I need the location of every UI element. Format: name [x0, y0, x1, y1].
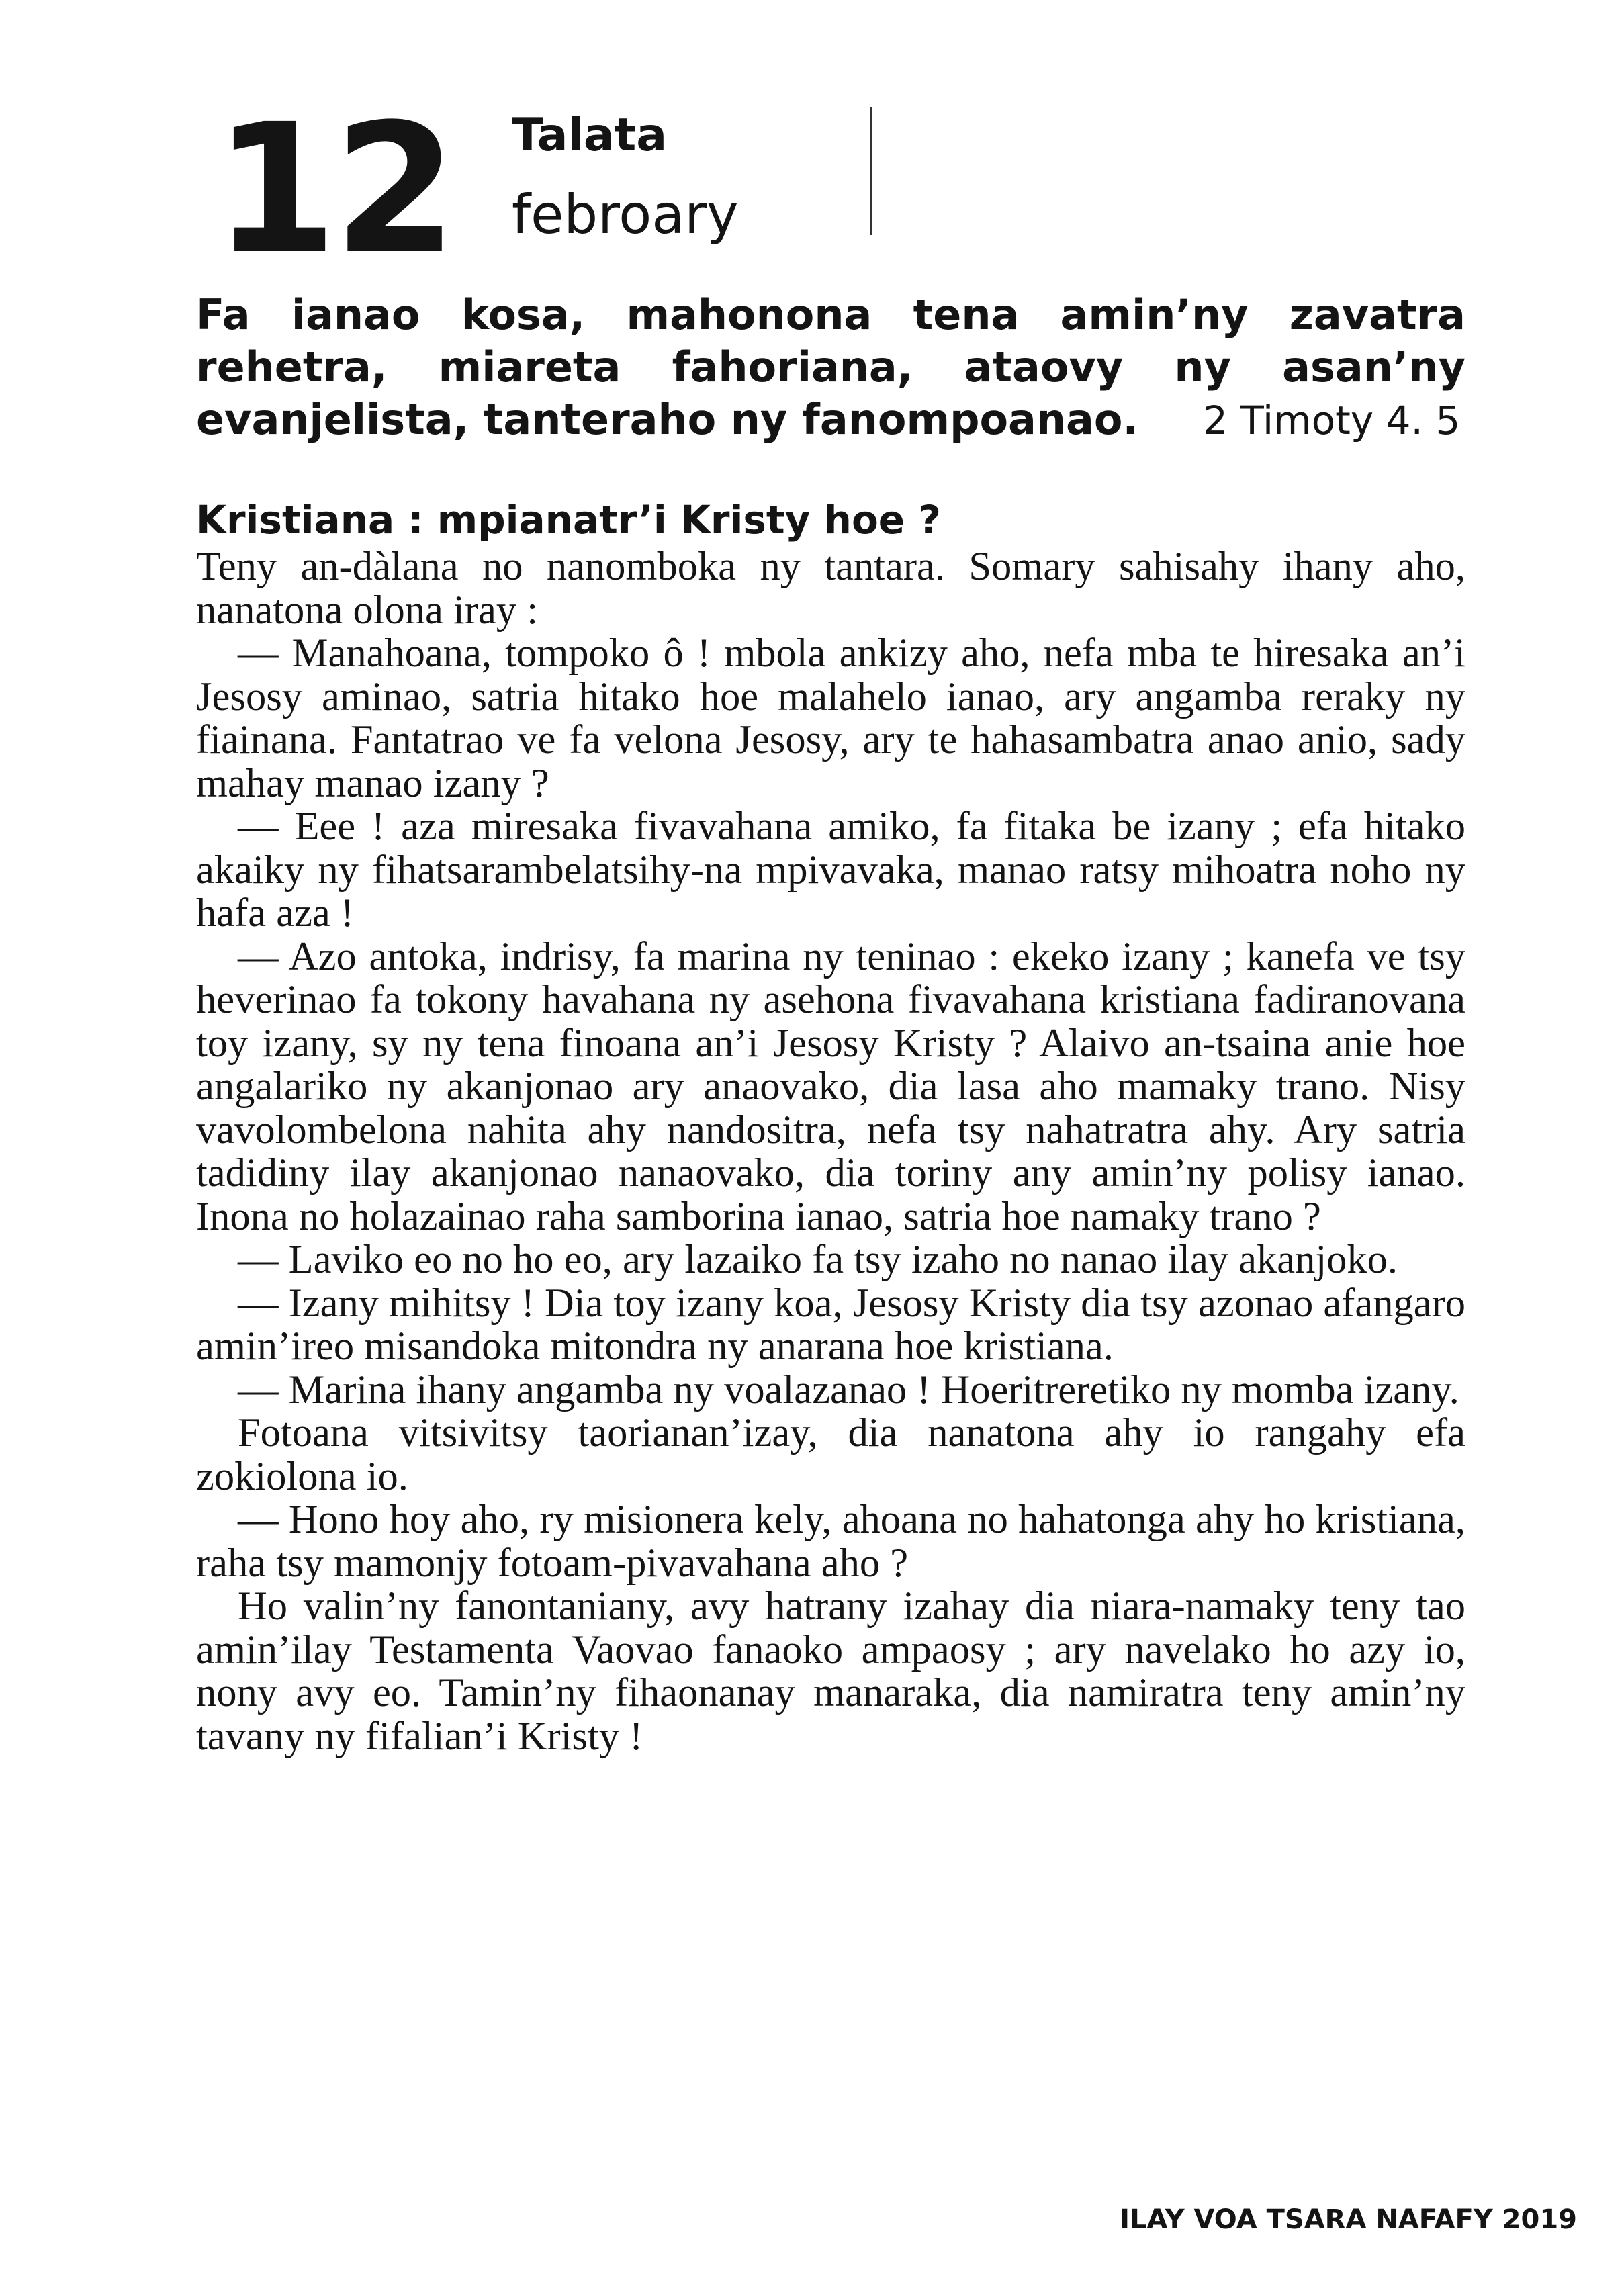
- paragraph: — Marina ihany angamba ny voalazanao ! Hoeritreretiko ny momba izany.: [238, 1367, 1459, 1412]
- article-title: Kristiana : mpianatr’i Kristy hoe ?: [196, 497, 941, 543]
- date-number: 12: [214, 86, 453, 293]
- paragraph: Ho valin’ny fanontaniany, avy hatrany izahay dia niara-namaky teny tao amin’ilay Testamenta Vaovao fanaoko ampaosy ; ary navelako ho azy io, nony avy eo. Tamin’ny fihaonanay manaraka, dia namiratra teny amin’ny tavany ny fifalian’i Kristy !: [196, 1584, 1465, 1759]
- publication-footer: ILAY VOA TSARA NAFAFY 2019: [1120, 2204, 1577, 2235]
- paragraph: — Azo antoka, indrisy, fa marina ny teninao : ekeko izany ; kanefa ve tsy heverinao fa tokony havahana ny asehona fivavahana kristiana fadiranovana toy izany, sy ny tena finoana an’i Jesosy Kristy ? Alaivo an-tsaina anie hoe angalariko ny akanjonao ary anaovako, dia lasa aho mamaky trano. Nisy vavolombelona nahita ahy nandositra, nefa tsy nahatratra ahy. Ary satria tadidiny ilay akanjonao nanaovako, dia toriny any amin’ny polisy ianao. Inona no holazainao raha samborina ianao, satria hoe namaky trano ?: [196, 934, 1465, 1239]
- article-body: [196, 545, 1465, 1758]
- month: febroary: [512, 183, 739, 246]
- paragraph: — Laviko eo no ho eo, ary lazaiko fa tsy izaho no nanao ilay akanjoko.: [238, 1237, 1398, 1282]
- header-divider: [870, 107, 872, 235]
- paragraph: Teny an-dàlana no nanomboka ny tantara. Somary sahisahy ihany aho, nanatona olona iray :: [196, 544, 1465, 633]
- paragraph: Fotoana vitsivitsy taorianan’izay, dia nanatona ahy io rangahy efa zokiolona io.: [196, 1410, 1465, 1499]
- daily-verse: [196, 289, 1465, 447]
- verse-text: Fa ianao kosa, mahonona tena amin’ny zavatra rehetra, miareta fahoriana, ataovy ny asan’ny evanjelista, tanteraho ny fanompoanao.: [196, 290, 1465, 444]
- paragraph: — Izany mihitsy ! Dia toy izany koa, Jesosy Kristy dia tsy azonao afangaro amin’ireo misandoka mitondra ny anarana hoe kristiana.: [196, 1280, 1465, 1369]
- paragraph: — Eee ! aza miresaka fivavahana amiko, fa fitaka be izany ; efa hitako akaiky ny fihatsarambelatsihy-na mpivavaka, manao ratsy mihoatra noho ny hafa aza !: [196, 804, 1465, 936]
- verse-reference: 2 Timoty 4. 5: [1203, 398, 1461, 443]
- paragraph: — Hono hoy aho, ry misionera kely, ahoana no hahatonga ahy ho kristiana, raha tsy mamonjy fotoam-pivavahana aho ?: [196, 1497, 1465, 1586]
- weekday: Talata: [512, 109, 668, 162]
- paragraph: — Manahoana, tompoko ô ! mbola ankizy aho, nefa mba te hiresaka an’i Jesosy aminao, satria hitako hoe malahelo ianao, ary angamba reraky ny fiainana. Fantatrao ve fa velona Jesosy, ary te hahasambatra anao anio, sady mahay manao izany ?: [196, 631, 1465, 806]
